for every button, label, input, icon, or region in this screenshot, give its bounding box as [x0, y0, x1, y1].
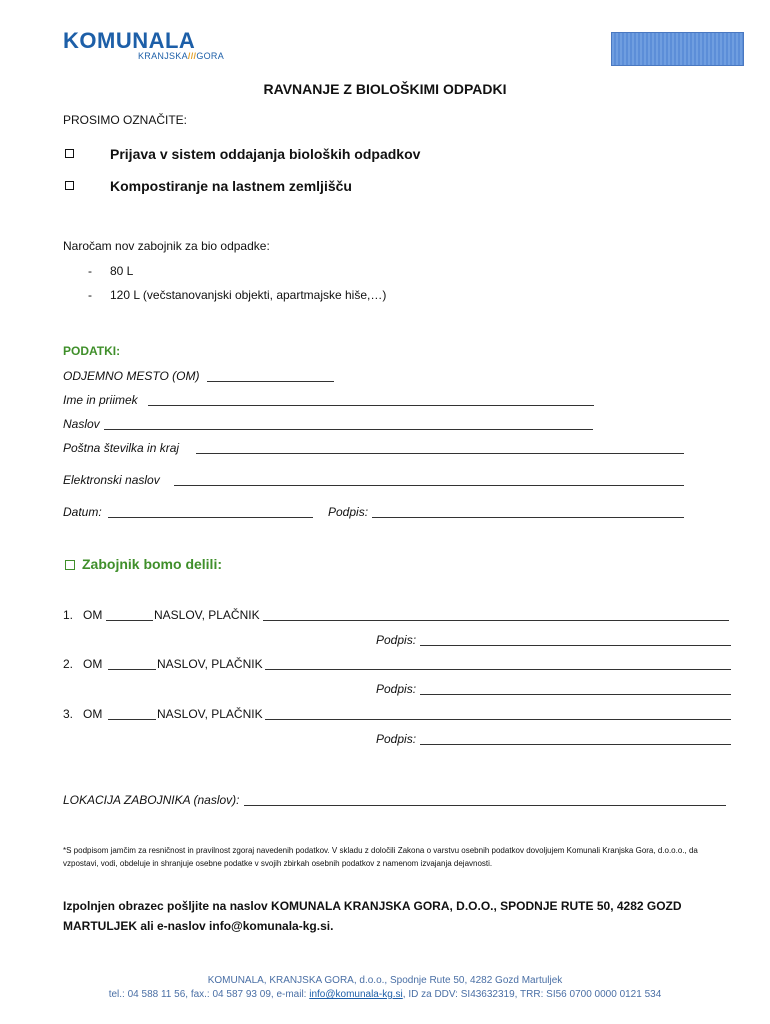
name-label: Ime in priimek — [63, 393, 138, 407]
share-row-om-field[interactable] — [106, 620, 153, 621]
footer-contacts-post: , ID za DDV: SI43632319, TRR: SI56 0700 0000 0121 534 — [402, 989, 662, 1000]
share-row-field[interactable] — [265, 719, 731, 720]
document-title: RAVNANJE Z BIOLOŠKIMI ODPADKI — [263, 81, 507, 97]
share-signature-label: Podpis: — [376, 682, 417, 696]
company-logo-subtitle — [138, 51, 224, 61]
footer-address: KOMUNALA, KRANJSKA GORA, d.o.o., Spodnje Rute 50, 4282 Gozd Martuljek — [207, 975, 563, 986]
share-row-om: OM — [83, 707, 103, 721]
option-composting-label: Kompostiranje na lastnem zemljišču — [110, 178, 352, 194]
date-label: Datum: — [63, 505, 102, 519]
address-label: Naslov — [63, 417, 100, 431]
share-signature-field[interactable] — [420, 694, 731, 695]
email-label: Elektronski naslov — [63, 473, 160, 487]
location-label: LOKACIJA ZABOJNIKA (naslov): — [63, 793, 240, 807]
logo-slash: /// — [187, 51, 197, 61]
share-row-label: NASLOV, PLAČNIK — [157, 657, 263, 671]
share-signature-label: Podpis: — [376, 633, 417, 647]
share-row-number: 1. — [63, 608, 74, 622]
header-badge — [611, 32, 744, 66]
option-biowaste-label: Prijava v sistem oddajanja bioloških odpadkov — [110, 146, 421, 162]
share-signature-field[interactable] — [420, 645, 731, 646]
share-signature-field[interactable] — [420, 744, 731, 745]
address-field[interactable] — [104, 429, 593, 430]
company-logo: KOMUNALA — [63, 28, 196, 53]
post-field[interactable] — [196, 453, 684, 454]
share-row-om: OM — [83, 608, 103, 622]
signature-field[interactable] — [372, 517, 684, 518]
name-field[interactable] — [148, 405, 594, 406]
logo-sub-left: KRANJSKA — [138, 51, 188, 61]
share-title: Zabojnik bomo delili: — [82, 556, 222, 572]
share-row-field[interactable] — [263, 620, 729, 621]
share-row-label: NASLOV, PLAČNIK — [157, 707, 263, 721]
share-row-om-field[interactable] — [108, 669, 156, 670]
share-signature-label: Podpis: — [376, 732, 417, 746]
send-instructions-line2: MARTULJEK ali e-naslov info@komunala-kg.si. — [63, 919, 334, 933]
share-row-label: NASLOV, PLAČNIK — [154, 608, 260, 622]
post-label: Poštna številka in kraj — [63, 441, 180, 455]
checkbox-share[interactable] — [65, 560, 75, 570]
logo-sub-right: GORA — [196, 51, 225, 61]
share-row-om-field[interactable] — [108, 719, 156, 720]
share-row-om: OM — [83, 657, 103, 671]
share-row-field[interactable] — [265, 669, 731, 670]
footer-contacts-pre: tel.: 04 588 11 56, fax.: 04 587 93 09, e-mail: — [108, 989, 310, 1000]
data-heading: PODATKI: — [63, 344, 121, 358]
checkbox-biowaste[interactable] — [65, 149, 74, 158]
checkbox-composting[interactable] — [65, 181, 74, 190]
share-row-number: 2. — [63, 657, 74, 671]
send-instructions-line1: Izpolnjen obrazec pošljite na naslov KOMUNALA KRANJSKA GORA, D.O.O., SPODNJE RUTE 50, 4282 GOZD — [63, 899, 682, 913]
mark-prompt: PROSIMO OZNAČITE: — [63, 113, 188, 127]
order-80l: 80 L — [110, 264, 134, 278]
date-field[interactable] — [108, 517, 313, 518]
footer-contacts — [0, 989, 770, 1000]
order-120l: 120 L (večstanovanjski objekti, apartmajske hiše,…) — [110, 288, 387, 302]
om-label: ODJEMNO MESTO (OM) — [63, 369, 200, 383]
order-dash: - — [88, 288, 92, 302]
order-intro: Naročam nov zabojnik za bio odpadke: — [63, 239, 270, 253]
privacy-note: *S podpisom jamčim za resničnost in pravilnost zgoraj navedenih podatkov. V skladu z določili Zakona o varstvu osebnih podatkov dovoljujem Komunali Kranjska Gora, d.o.o.o., da vzpostavi, vodi, obdeluje in shranjuje osebne podatke v svojih zbirkah osebnih podatkov z namenom izvajanja dejavnosti. — [63, 846, 698, 868]
om-field[interactable] — [207, 381, 334, 382]
share-row-number: 3. — [63, 707, 74, 721]
order-dash: - — [88, 264, 92, 278]
email-field[interactable] — [174, 485, 684, 486]
signature-label: Podpis: — [328, 505, 369, 519]
footer-email-link[interactable]: info@komunala-kg.si — [309, 989, 403, 1000]
location-field[interactable] — [244, 805, 726, 806]
